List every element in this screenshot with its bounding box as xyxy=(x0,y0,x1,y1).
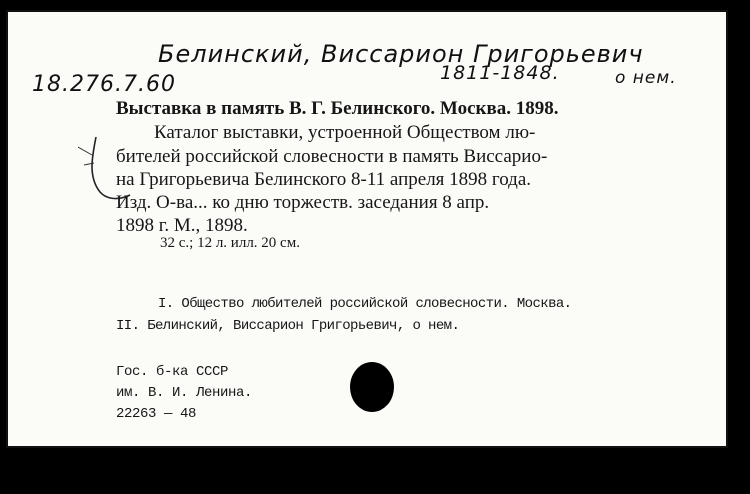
library-line-1: Гос. б-ка СССР xyxy=(116,364,229,380)
library-line-2: им. В. И. Ленина. xyxy=(116,385,253,401)
entry-body-line-5: 1898 г. М., 1898. xyxy=(116,215,248,236)
entry-body-line-3: на Григорьевича Белинского 8-11 апреля 1898 года. xyxy=(116,169,532,190)
catalog-card xyxy=(6,10,728,448)
library-number: 22263 — 48 xyxy=(116,406,197,422)
handwritten-about: о нем. xyxy=(615,68,677,88)
entry-body-line-2: бителей российской словесности в память Виссарио- xyxy=(116,146,548,167)
punch-hole xyxy=(350,362,394,412)
entry-body-line-4: Изд. О-ва... ко дню торжеств. заседания 8 апр. xyxy=(116,192,490,213)
tracing-1: I. Общество любителей российской словесности. Москва. xyxy=(158,296,572,312)
handwritten-shelfmark: 18.276.7.60 xyxy=(32,72,176,97)
entry-collation: 32 с.; 12 л. илл. 20 см. xyxy=(160,235,300,251)
entry-heading: Выставка в память В. Г. Белинского. Москва. 1898. xyxy=(116,98,559,119)
handwritten-author-name: Белинский, Виссарион Григорьевич xyxy=(158,40,644,68)
tracing-2: II. Белинский, Виссарион Григорьевич, о нем. xyxy=(116,318,460,334)
entry-body-line-1: Каталог выставки, устроенной Обществом лю- xyxy=(154,122,536,143)
handwritten-dates: 1811-1848. xyxy=(440,62,560,84)
